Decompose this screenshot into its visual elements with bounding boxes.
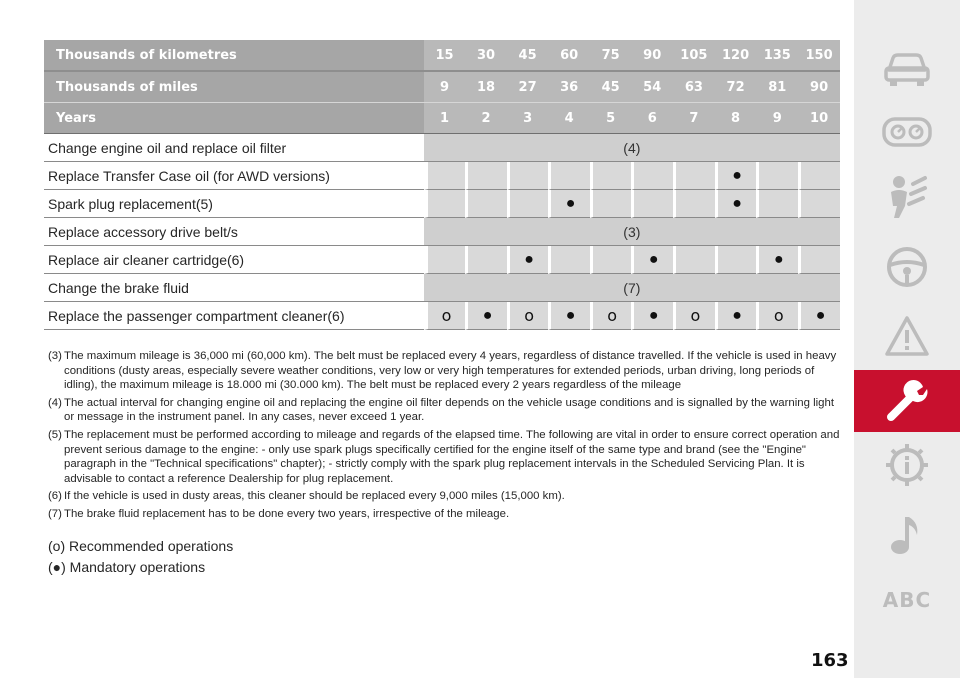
schedule-cell: ● — [465, 302, 507, 330]
sidebar-item-multimedia[interactable] — [854, 505, 960, 565]
legend-recommended: (o) Recommended operations — [48, 538, 234, 554]
header-value: 45 — [507, 40, 549, 72]
header-value: 10 — [798, 103, 840, 134]
footnote-text: If the vehicle is used in dusty areas, this cleaner should be replaced every 9,000 miles (15,000 km). — [64, 490, 565, 503]
schedule-cell — [673, 246, 715, 274]
operation-label: Replace accessory drive belt/s — [44, 218, 424, 246]
header-label: Thousands of miles — [44, 72, 424, 103]
schedule-cell — [424, 246, 466, 274]
schedule-cell — [424, 190, 466, 218]
warning-icon — [884, 315, 930, 357]
table-row — [44, 246, 840, 274]
page-number: 163 — [811, 650, 849, 671]
abc-icon: ABC — [882, 588, 932, 612]
footnote-text: The brake fluid replacement has to be done every two years, irrespective of the mileage. — [64, 507, 510, 520]
sidebar-item-servicing[interactable] — [854, 370, 960, 432]
footnote — [48, 507, 842, 522]
schedule-cell — [798, 190, 840, 218]
header-value: 8 — [715, 103, 757, 134]
header-value: 135 — [756, 40, 798, 72]
note-reference: (3) — [424, 218, 840, 246]
chapter-sidebar — [854, 0, 960, 678]
header-value: 7 — [673, 103, 715, 134]
table-row — [44, 162, 840, 190]
sidebar-item-driving[interactable] — [854, 237, 960, 297]
info-icon — [884, 442, 930, 488]
schedule-cell — [631, 162, 673, 190]
schedule-cell: ● — [507, 246, 549, 274]
note-reference: (4) — [424, 134, 840, 162]
schedule-cell: ● — [715, 190, 757, 218]
schedule-cell: ● — [548, 190, 590, 218]
steering-wheel-icon — [885, 245, 929, 289]
schedule-cell — [548, 162, 590, 190]
header-value: 9 — [424, 72, 466, 103]
operation-label: Replace air cleaner cartridge(6) — [44, 246, 424, 274]
legend-mandatory: (●) Mandatory operations — [48, 559, 206, 575]
schedule-cell: o — [673, 302, 715, 330]
header-value: 63 — [673, 72, 715, 103]
footnote-number: (7) — [48, 507, 62, 520]
header-row-miles — [44, 72, 840, 103]
schedule-cell — [673, 162, 715, 190]
header-value: 75 — [590, 40, 632, 72]
schedule-cell — [798, 246, 840, 274]
schedule-cell: ● — [798, 302, 840, 330]
schedule-cell — [424, 162, 466, 190]
schedule-cell — [756, 162, 798, 190]
header-value: 1 — [424, 103, 466, 134]
wrench-icon — [883, 377, 931, 425]
header-label: Years — [44, 103, 424, 134]
table-row — [44, 274, 840, 302]
header-value: 36 — [548, 72, 590, 103]
header-value: 105 — [673, 40, 715, 72]
sidebar-item-technical[interactable] — [854, 435, 960, 495]
sidebar-item-car[interactable] — [854, 38, 960, 98]
header-value: 5 — [590, 103, 632, 134]
operation-label: Replace Transfer Case oil (for AWD versions) — [44, 162, 424, 190]
sidebar-item-index[interactable] — [854, 570, 960, 630]
header-row-years — [44, 103, 840, 134]
schedule-cell — [465, 190, 507, 218]
footnote-text: The maximum mileage is 36,000 mi (60,000 km). The belt must be replaced every 4 years, regardless of distance travelled. If the vehicle is used in heavy conditions (dusty areas, especially severe weather conditions, very low or very high temperatures for extended periods, urban driving, long periods of idling), the maximum mileage is 18.000 mi (30.000 km). The belt must be replaced every 2 years regardless of the mileage — [64, 350, 837, 392]
footnote — [48, 489, 842, 504]
header-value: 60 — [548, 40, 590, 72]
operation-label: Change the brake fluid — [44, 274, 424, 302]
schedule-cell — [798, 162, 840, 190]
header-value: 27 — [507, 72, 549, 103]
schedule-cell: o — [756, 302, 798, 330]
header-value: 30 — [465, 40, 507, 72]
car-icon — [883, 48, 931, 88]
header-value: 120 — [715, 40, 757, 72]
sidebar-item-emergency[interactable] — [854, 306, 960, 366]
header-value: 54 — [631, 72, 673, 103]
schedule-cell: ● — [631, 246, 673, 274]
footnote-text: The actual interval for changing engine oil and replacing the engine oil filter depends on the vehicle usage conditions and is signalled by the warning light or message in the instrument panel. In any cases, never exceed 1 year. — [64, 396, 835, 424]
footnotes — [48, 349, 842, 525]
note-reference: (7) — [424, 274, 840, 302]
operation-label: Change engine oil and replace oil filter — [44, 134, 424, 162]
schedule-cell: ● — [548, 302, 590, 330]
header-label: Thousands of kilometres — [44, 40, 424, 72]
header-value: 3 — [507, 103, 549, 134]
header-value: 15 — [424, 40, 466, 72]
footnote-text: The replacement must be performed according to mileage and regards of the elapsed time. The following are vital in order to ensure correct operation and prevent serious damage to the engine: - only use spark plugs specifically certified for the engine itself of the same type and brand (see the "Engine" paragraph in the "Technical specifications" chapter); - strictly comply with the spark plug replacement intervals in the Scheduled Servicing Plan. It is advisable to contact a reference Dealership for plug replacement. — [64, 428, 840, 485]
header-value: 45 — [590, 72, 632, 103]
sidebar-item-dashboard[interactable] — [854, 103, 960, 163]
schedule-cell — [756, 190, 798, 218]
table-row — [44, 190, 840, 218]
maintenance-schedule-table — [44, 40, 840, 330]
schedule-cell — [548, 246, 590, 274]
schedule-cell — [590, 246, 632, 274]
footnote-number: (3) — [48, 350, 62, 362]
schedule-cell: o — [424, 302, 466, 330]
header-value: 81 — [756, 72, 798, 103]
schedule-cell — [631, 190, 673, 218]
schedule-cell — [673, 190, 715, 218]
table-row — [44, 302, 840, 330]
schedule-cell — [590, 190, 632, 218]
sidebar-item-safety[interactable] — [854, 168, 960, 228]
header-row-kilometres — [44, 40, 840, 72]
schedule-cell: ● — [715, 162, 757, 190]
schedule-cell: ● — [715, 302, 757, 330]
footnote — [48, 396, 842, 425]
schedule-cell — [590, 162, 632, 190]
dashboard-icon — [882, 116, 932, 150]
schedule-cell — [715, 246, 757, 274]
schedule-cell: ● — [631, 302, 673, 330]
schedule-cell: o — [507, 302, 549, 330]
footnote-number: (6) — [48, 490, 62, 503]
footnote — [48, 428, 842, 486]
schedule-cell — [507, 190, 549, 218]
table-row — [44, 134, 840, 162]
header-value: 9 — [756, 103, 798, 134]
schedule-cell: o — [590, 302, 632, 330]
header-value: 6 — [631, 103, 673, 134]
schedule-cell — [465, 246, 507, 274]
footnote-number: (5) — [48, 428, 62, 441]
table-row — [44, 218, 840, 246]
schedule-cell — [507, 162, 549, 190]
header-value: 72 — [715, 72, 757, 103]
header-value: 2 — [465, 103, 507, 134]
schedule-cell: ● — [756, 246, 798, 274]
operation-label: Spark plug replacement(5) — [44, 190, 424, 218]
header-value: 18 — [465, 72, 507, 103]
header-value: 90 — [631, 40, 673, 72]
seat-belt-icon — [885, 174, 929, 222]
footnote-number: (4) — [48, 396, 62, 409]
operation-label: Replace the passenger compartment cleaner(6) — [44, 302, 424, 330]
music-note-icon — [887, 513, 927, 557]
schedule-cell — [465, 162, 507, 190]
header-value: 4 — [548, 103, 590, 134]
header-value: 150 — [798, 40, 840, 72]
footnote — [48, 349, 842, 393]
header-value: 90 — [798, 72, 840, 103]
